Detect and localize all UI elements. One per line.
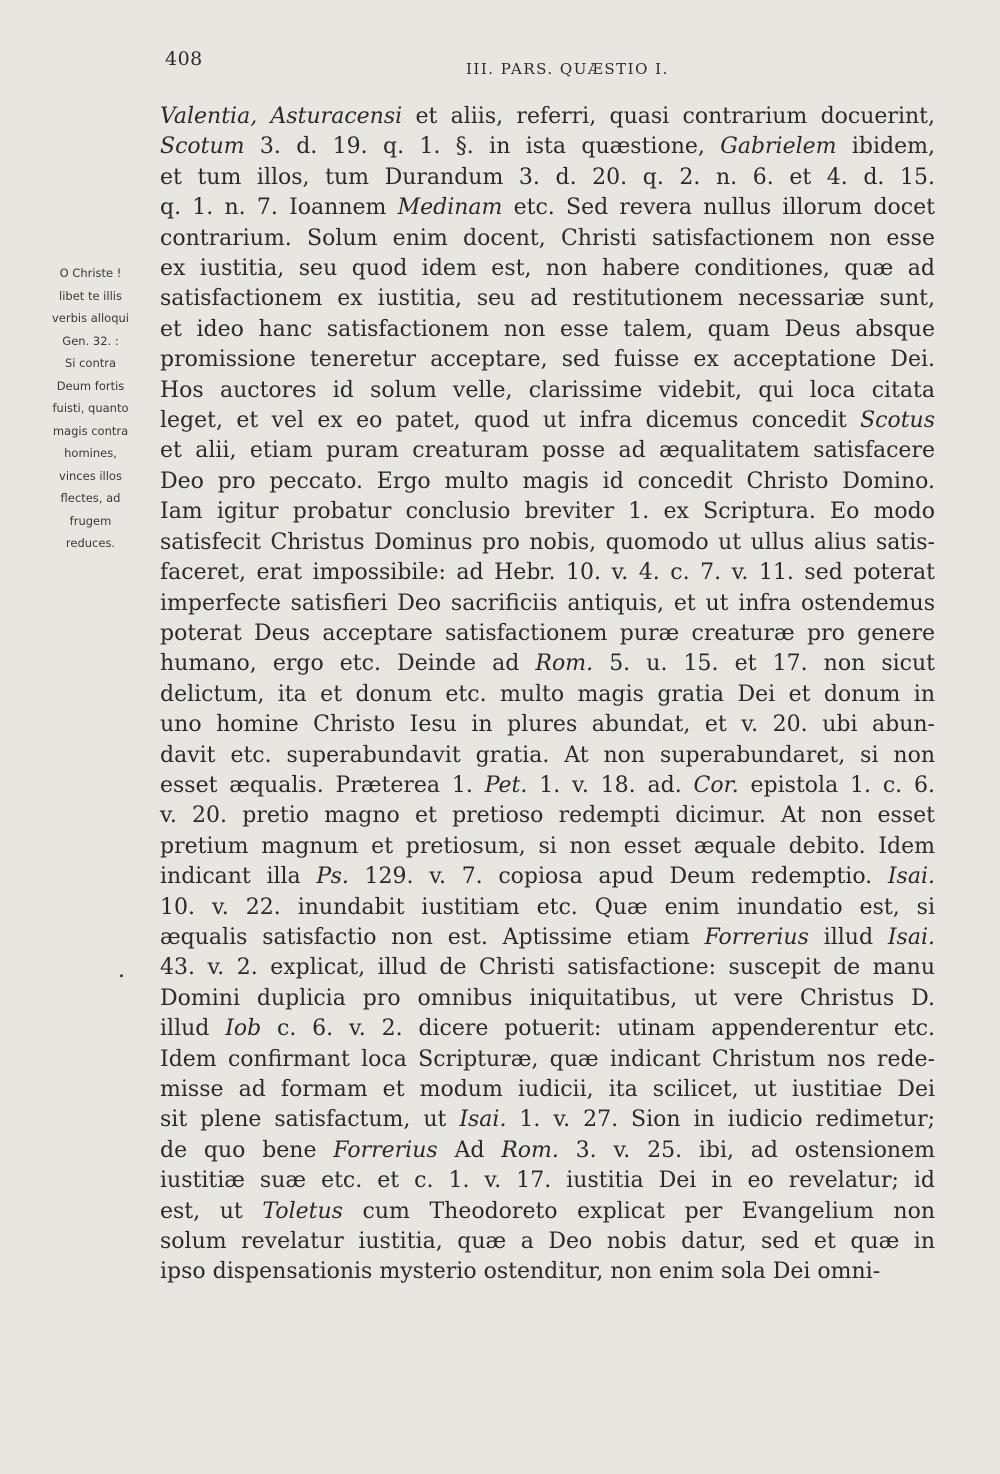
margin-note-line: Gen. 32. : bbox=[62, 333, 119, 348]
text-segment: de quo bene bbox=[160, 1137, 334, 1163]
text-line bbox=[160, 1227, 935, 1257]
margin-note-line: reduces. bbox=[65, 536, 116, 550]
text-line bbox=[160, 345, 935, 375]
margin-note-line: flectes, ad bbox=[60, 491, 121, 505]
text-line bbox=[160, 436, 935, 466]
text-segment: Domini duplicia pro omnibus iniquitatibus, ut vere Christus D. bbox=[160, 985, 935, 1011]
margin-note-line: homines, bbox=[64, 446, 117, 460]
text-line bbox=[160, 193, 935, 223]
text-segment: uno homine Christo Iesu in plures abundat, et v. 20. ubi abun- bbox=[160, 712, 935, 738]
margin-note-line: fuisti, quanto bbox=[52, 401, 129, 415]
text-line bbox=[160, 1166, 935, 1196]
margin-note-line: O Christe ! bbox=[59, 266, 122, 280]
text-line bbox=[160, 1045, 935, 1075]
text-segment: epistola 1. c. 6. bbox=[738, 772, 935, 798]
text-line bbox=[160, 862, 935, 892]
text-line bbox=[160, 1105, 935, 1135]
page-number: 408 bbox=[165, 48, 203, 70]
text-segment: indicant illa bbox=[160, 864, 317, 890]
italic-reference: Forrerius bbox=[704, 924, 809, 950]
text-segment: illud bbox=[160, 1016, 226, 1042]
text-segment: q. 1. n. 7. Ioannem bbox=[160, 195, 398, 221]
text-segment: et alii, etiam puram creaturam posse ad æqualitatem satisfacere bbox=[160, 438, 935, 464]
text-line bbox=[160, 710, 935, 740]
italic-reference: Cor. bbox=[693, 772, 739, 798]
text-segment: 129. v. 7. copiosa apud Deum redemptio. bbox=[348, 864, 888, 890]
text-line bbox=[160, 558, 935, 588]
text-segment: ibidem, bbox=[836, 134, 936, 160]
text-line bbox=[160, 589, 935, 619]
text-segment: promissione teneretur acceptare, sed fuisse ex acceptatione Dei. bbox=[160, 347, 935, 373]
text-line bbox=[160, 801, 935, 831]
text-segment: humano, ergo etc. Deinde ad bbox=[160, 651, 536, 677]
text-segment: v. 20. pretio magno et pretioso redempti dicimur. At non esset bbox=[160, 803, 935, 829]
text-segment: esset æqualis. Præterea 1. bbox=[160, 772, 485, 798]
text-segment: æqualis satisfactio non est. Aptissime etiam bbox=[160, 924, 705, 950]
margin-note-line: Si contra bbox=[64, 356, 117, 370]
italic-reference: Ps. bbox=[316, 864, 349, 890]
italic-reference: Scotum bbox=[160, 134, 245, 160]
text-segment: iustitiæ suæ etc. et c. 1. v. 17. iustitia Dei in eo revelatur; id bbox=[160, 1168, 935, 1194]
text-line bbox=[160, 284, 935, 314]
text-line bbox=[160, 1014, 935, 1044]
text-segment: Deo pro peccato. Ergo multo magis id concedit Christo Domino. bbox=[160, 468, 935, 494]
text-line bbox=[160, 832, 935, 862]
text-line bbox=[160, 315, 935, 345]
text-segment: et ideo hanc satisfactionem non esse talem, quam Deus absque bbox=[160, 316, 935, 342]
text-segment: Idem confirmant loca Scripturæ, quæ indicant Christum nos rede- bbox=[160, 1046, 935, 1072]
text-line bbox=[160, 376, 935, 406]
text-segment: 10. v. 22. inundabit iustitiam etc. Quæ enim inundatio est, si bbox=[160, 894, 935, 920]
text-segment: etc. Sed revera nullus illorum docet bbox=[502, 195, 935, 221]
text-line bbox=[160, 254, 935, 284]
text-segment: cum Theodoreto explicat per Evangelium non bbox=[342, 1198, 935, 1224]
text-segment: 43. v. 2. explicat, illud de Christi satisfactione: suscepit de manu bbox=[160, 955, 935, 981]
italic-reference: Gabrielem bbox=[720, 134, 837, 160]
text-line bbox=[160, 649, 935, 679]
body-text bbox=[160, 102, 935, 1288]
text-segment: et tum illos, tum Durandum 3. d. 20. q. 2. n. 6. et 4. d. 15. bbox=[160, 164, 935, 190]
text-line bbox=[160, 1197, 935, 1227]
text-segment: contrarium. Solum enim docent, Christi satisfactionem non esse bbox=[160, 225, 935, 251]
text-segment: sit plene satisfactum, ut bbox=[160, 1107, 460, 1133]
margin-note-line: frugem bbox=[69, 513, 112, 528]
text-line bbox=[160, 497, 935, 527]
text-segment: faceret, erat impossibile: ad Hebr. 10. v. 4. c. 7. v. 11. sed poterat bbox=[160, 560, 935, 586]
text-segment: ex iustitia, seu quod idem est, non habere conditiones, quæ ad bbox=[160, 256, 935, 282]
text-line bbox=[160, 528, 935, 558]
text-segment: Ad bbox=[437, 1137, 502, 1163]
text-line bbox=[160, 741, 935, 771]
margin-note-line: libet te illis bbox=[59, 288, 122, 303]
text-segment: est, ut bbox=[160, 1198, 263, 1224]
text-line bbox=[160, 893, 935, 923]
text-segment: imperfecte satisfieri Deo sacrificiis antiquis, et ut infra ostendemus bbox=[160, 590, 935, 616]
italic-reference: Medinam bbox=[397, 195, 503, 221]
text-line bbox=[160, 406, 935, 436]
text-segment: Hos auctores id solum velle, clarissime videbit, qui loca citata bbox=[160, 377, 935, 403]
italic-reference: Isai. bbox=[459, 1107, 507, 1133]
italic-reference: Forrerius bbox=[333, 1137, 438, 1163]
text-line bbox=[160, 163, 935, 193]
italic-reference: Isai. bbox=[887, 924, 935, 950]
italic-reference: Pet. bbox=[484, 772, 528, 798]
text-segment: ipso dispensationis mysterio ostenditur, non enim sola Dei omni- bbox=[160, 1259, 881, 1285]
text-line bbox=[160, 132, 935, 162]
text-segment: et aliis, referri, quasi contrarium docuerint, bbox=[402, 104, 935, 129]
italic-reference: Iob bbox=[225, 1016, 262, 1042]
text-segment: 3. v. 25. ibi, ad ostensionem bbox=[558, 1137, 935, 1163]
margin-note-line: magis contra bbox=[52, 423, 129, 438]
margin-note-line: vinces illos bbox=[59, 468, 122, 483]
text-line bbox=[160, 953, 935, 983]
stray-mark: . bbox=[118, 958, 125, 983]
text-segment: 3. d. 19. q. 1. §. in ista quæstione, bbox=[244, 134, 721, 160]
italic-reference: Rom. bbox=[501, 1137, 559, 1163]
italic-reference: Valentia, Asturacensi bbox=[160, 104, 403, 129]
text-line bbox=[160, 102, 935, 132]
text-line bbox=[160, 467, 935, 497]
text-line bbox=[160, 1075, 935, 1105]
text-segment: illud bbox=[808, 924, 888, 950]
text-segment: 1. v. 18. ad. bbox=[527, 772, 694, 798]
text-segment: Iam igitur probatur conclusio breviter 1. ex Scriptura. Eo modo bbox=[160, 499, 935, 525]
text-segment: pretium magnum et pretiosum, si non esset æquale debito. Idem bbox=[160, 833, 935, 859]
text-line bbox=[160, 771, 935, 801]
margin-note bbox=[28, 262, 153, 555]
text-segment: misse ad formam et modum iudicii, ita scilicet, ut iustitiae Dei bbox=[160, 1077, 935, 1102]
text-segment: delictum, ita et donum etc. multo magis gratia Dei et donum in bbox=[160, 681, 935, 707]
text-segment: c. 6. v. 2. dicere potuerit: utinam appenderentur etc. bbox=[261, 1016, 935, 1042]
text-segment: leget, et vel ex eo patet, quod ut infra dicemus concedit bbox=[160, 408, 861, 434]
text-line bbox=[160, 1257, 935, 1287]
italic-reference: Scotus bbox=[860, 408, 935, 434]
text-line bbox=[160, 619, 935, 649]
text-segment: solum revelatur iustitia, quæ a Deo nobis datur, sed et quæ in bbox=[160, 1229, 935, 1255]
text-segment: satisfactionem ex iustitia, seu ad restitutionem necessariæ sunt, bbox=[160, 286, 935, 312]
text-segment: 1. v. 27. Sion in iudicio redimetur; bbox=[506, 1107, 935, 1133]
text-line bbox=[160, 923, 935, 953]
text-segment: poterat Deus acceptare satisfactionem puræ creaturæ pro genere bbox=[160, 620, 935, 646]
text-line bbox=[160, 1136, 935, 1166]
text-segment: satisfecit Christus Dominus pro nobis, quomodo ut ullus alius satis- bbox=[160, 529, 935, 555]
italic-reference: Rom. bbox=[535, 651, 594, 677]
margin-note-line: Deum fortis bbox=[56, 378, 125, 393]
text-line bbox=[160, 984, 935, 1014]
running-head: III. PARS. QUÆSTIO I. bbox=[466, 60, 669, 78]
italic-reference: Toletus bbox=[262, 1198, 343, 1224]
italic-reference: Isai. bbox=[887, 864, 935, 890]
margin-note-line: verbis alloqui bbox=[51, 311, 129, 325]
text-segment: davit etc. superabundavit gratia. At non superabundaret, si non bbox=[160, 742, 935, 768]
text-line bbox=[160, 224, 935, 254]
text-segment: 5. u. 15. et 17. non sicut bbox=[593, 651, 935, 677]
text-line bbox=[160, 680, 935, 710]
